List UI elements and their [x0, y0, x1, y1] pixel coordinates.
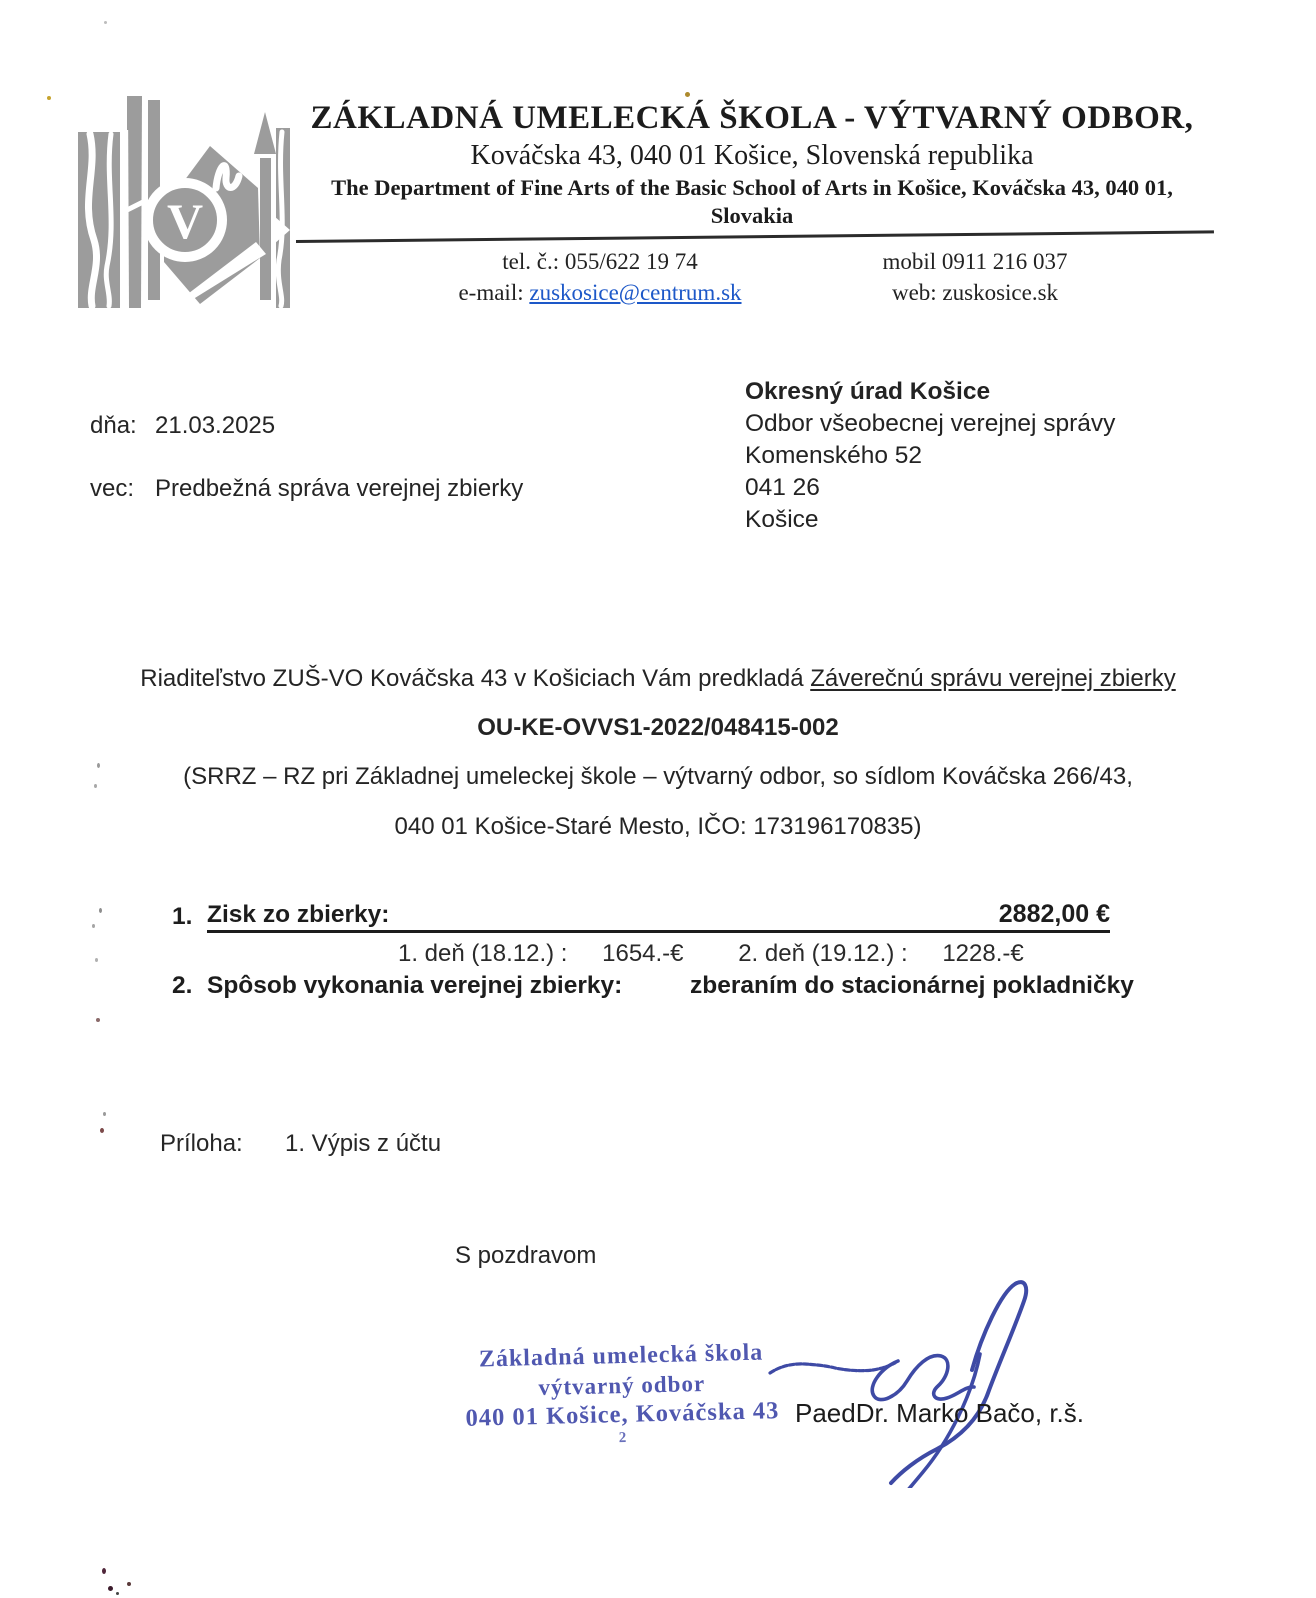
letterhead [292, 98, 1212, 230]
recipient-department: Odbor všeobecnej verejnej správy [745, 410, 1116, 437]
stamp-line-1: Základná umelecká škola [478, 1339, 764, 1373]
stamp-line-2: výtvarný odbor [538, 1370, 706, 1401]
scan-speck [92, 924, 95, 928]
attachment-label: Príloha: [160, 1130, 243, 1157]
intro-plain: Riaditeľstvo ZUŠ-VO Kováčska 43 v Košiciach Vám predkladá [140, 665, 811, 692]
scan-speck [685, 92, 690, 97]
school-address: Kováčska 43, 040 01 Košice, Slovenská republika [470, 140, 1034, 171]
scan-speck [94, 784, 97, 788]
intro-underlined: Záverečnú správu verejnej zbierky [810, 665, 1176, 692]
school-name-english: The Department of Fine Arts of the Basic School of Arts in Košice, Kováčska 43, 040 01, [331, 175, 1173, 200]
scan-speck [103, 1112, 106, 1116]
phone-number: tel. č.: 055/622 19 74 [502, 249, 698, 274]
organization-line-2: 040 01 Košice-Staré Mesto, IČO: 173196170835) [394, 813, 922, 840]
handwritten-signature [630, 1258, 1080, 1488]
email-link[interactable]: zuskosice@centrum.sk [529, 280, 742, 305]
website: web: zuskosice.sk [891, 280, 1059, 305]
day2-label: 2. deň (19.12.) : [738, 940, 908, 967]
scan-speck [116, 1592, 119, 1595]
contact-block-left [380, 246, 820, 308]
contact-block-right [848, 246, 1102, 308]
date-value: 21.03.2025 [155, 412, 276, 439]
signature-icon [630, 1258, 1080, 1488]
day2-value: 1228.-€ [942, 940, 1024, 967]
item1-total: 2882,00 € [998, 900, 1110, 928]
email-label: e-mail: [458, 280, 530, 305]
subject-value: Predbežná správa verejnej zbierky [155, 475, 524, 502]
signer-name: PaedDr. Marko Bačo, r.š. [795, 1398, 1085, 1428]
scan-speck [97, 763, 100, 768]
recipient-address [745, 376, 1115, 536]
item1-number: 1. [172, 903, 193, 930]
logo-letter: V [166, 193, 204, 249]
attachment-value: 1. Výpis z účtu [285, 1130, 442, 1157]
recipient-street: Komenského 52 [745, 442, 923, 469]
stamp-line-3: 040 01 Košice, Kováčska 43 [465, 1397, 780, 1432]
letterhead-divider [296, 230, 1214, 243]
day1-value: 1654.-€ [602, 940, 684, 967]
organization-line-1: (SRRZ – RZ pri Základnej umeleckej škole – výtvarný odbor, so sídlom Kováčska 266/43, [183, 763, 1133, 790]
item1-row [207, 899, 1110, 933]
item2-number: 2. [172, 972, 193, 999]
school-name: ZÁKLADNÁ UMELECKÁ ŠKOLA - VÝTVARNÝ ODBOR, [310, 100, 1194, 136]
recipient-name: Okresný úrad Košice [745, 378, 991, 405]
scan-speck [96, 1018, 100, 1022]
intro-sentence [0, 665, 1316, 693]
day1-label: 1. deň (18.12.) : [398, 940, 568, 967]
scan-speck [100, 1128, 104, 1133]
scan-speck [99, 908, 102, 913]
scan-speck [102, 1568, 106, 1574]
item1-day-breakdown [398, 940, 1024, 968]
scan-speck [47, 96, 51, 100]
stamp-note: 2 [618, 1429, 628, 1447]
item2-value: zberaním do stacionárnej pokladničky [690, 972, 1134, 999]
art-school-emblem-icon [78, 90, 290, 312]
scan-speck [127, 1582, 131, 1586]
scan-speck [108, 1586, 113, 1591]
subject-label: vec: [90, 475, 135, 502]
item2-label: Spôsob vykonania verejnej zbierky: [207, 972, 623, 999]
recipient-zip: 041 26 [745, 474, 820, 501]
school-country-english: Slovakia [710, 203, 794, 228]
case-number: OU-KE-OVVS1-2022/048415-002 [477, 714, 839, 741]
scan-speck [95, 958, 98, 962]
scan-speck [104, 21, 107, 24]
recipient-city: Košice [745, 506, 819, 533]
salutation: S pozdravom [455, 1242, 597, 1269]
email-line [380, 277, 820, 308]
mobile-number: mobil 0911 216 037 [882, 249, 1068, 274]
school-logo [78, 90, 290, 312]
date-label: dňa: [90, 412, 137, 439]
item1-label: Zisk zo zbierky: [207, 901, 390, 928]
